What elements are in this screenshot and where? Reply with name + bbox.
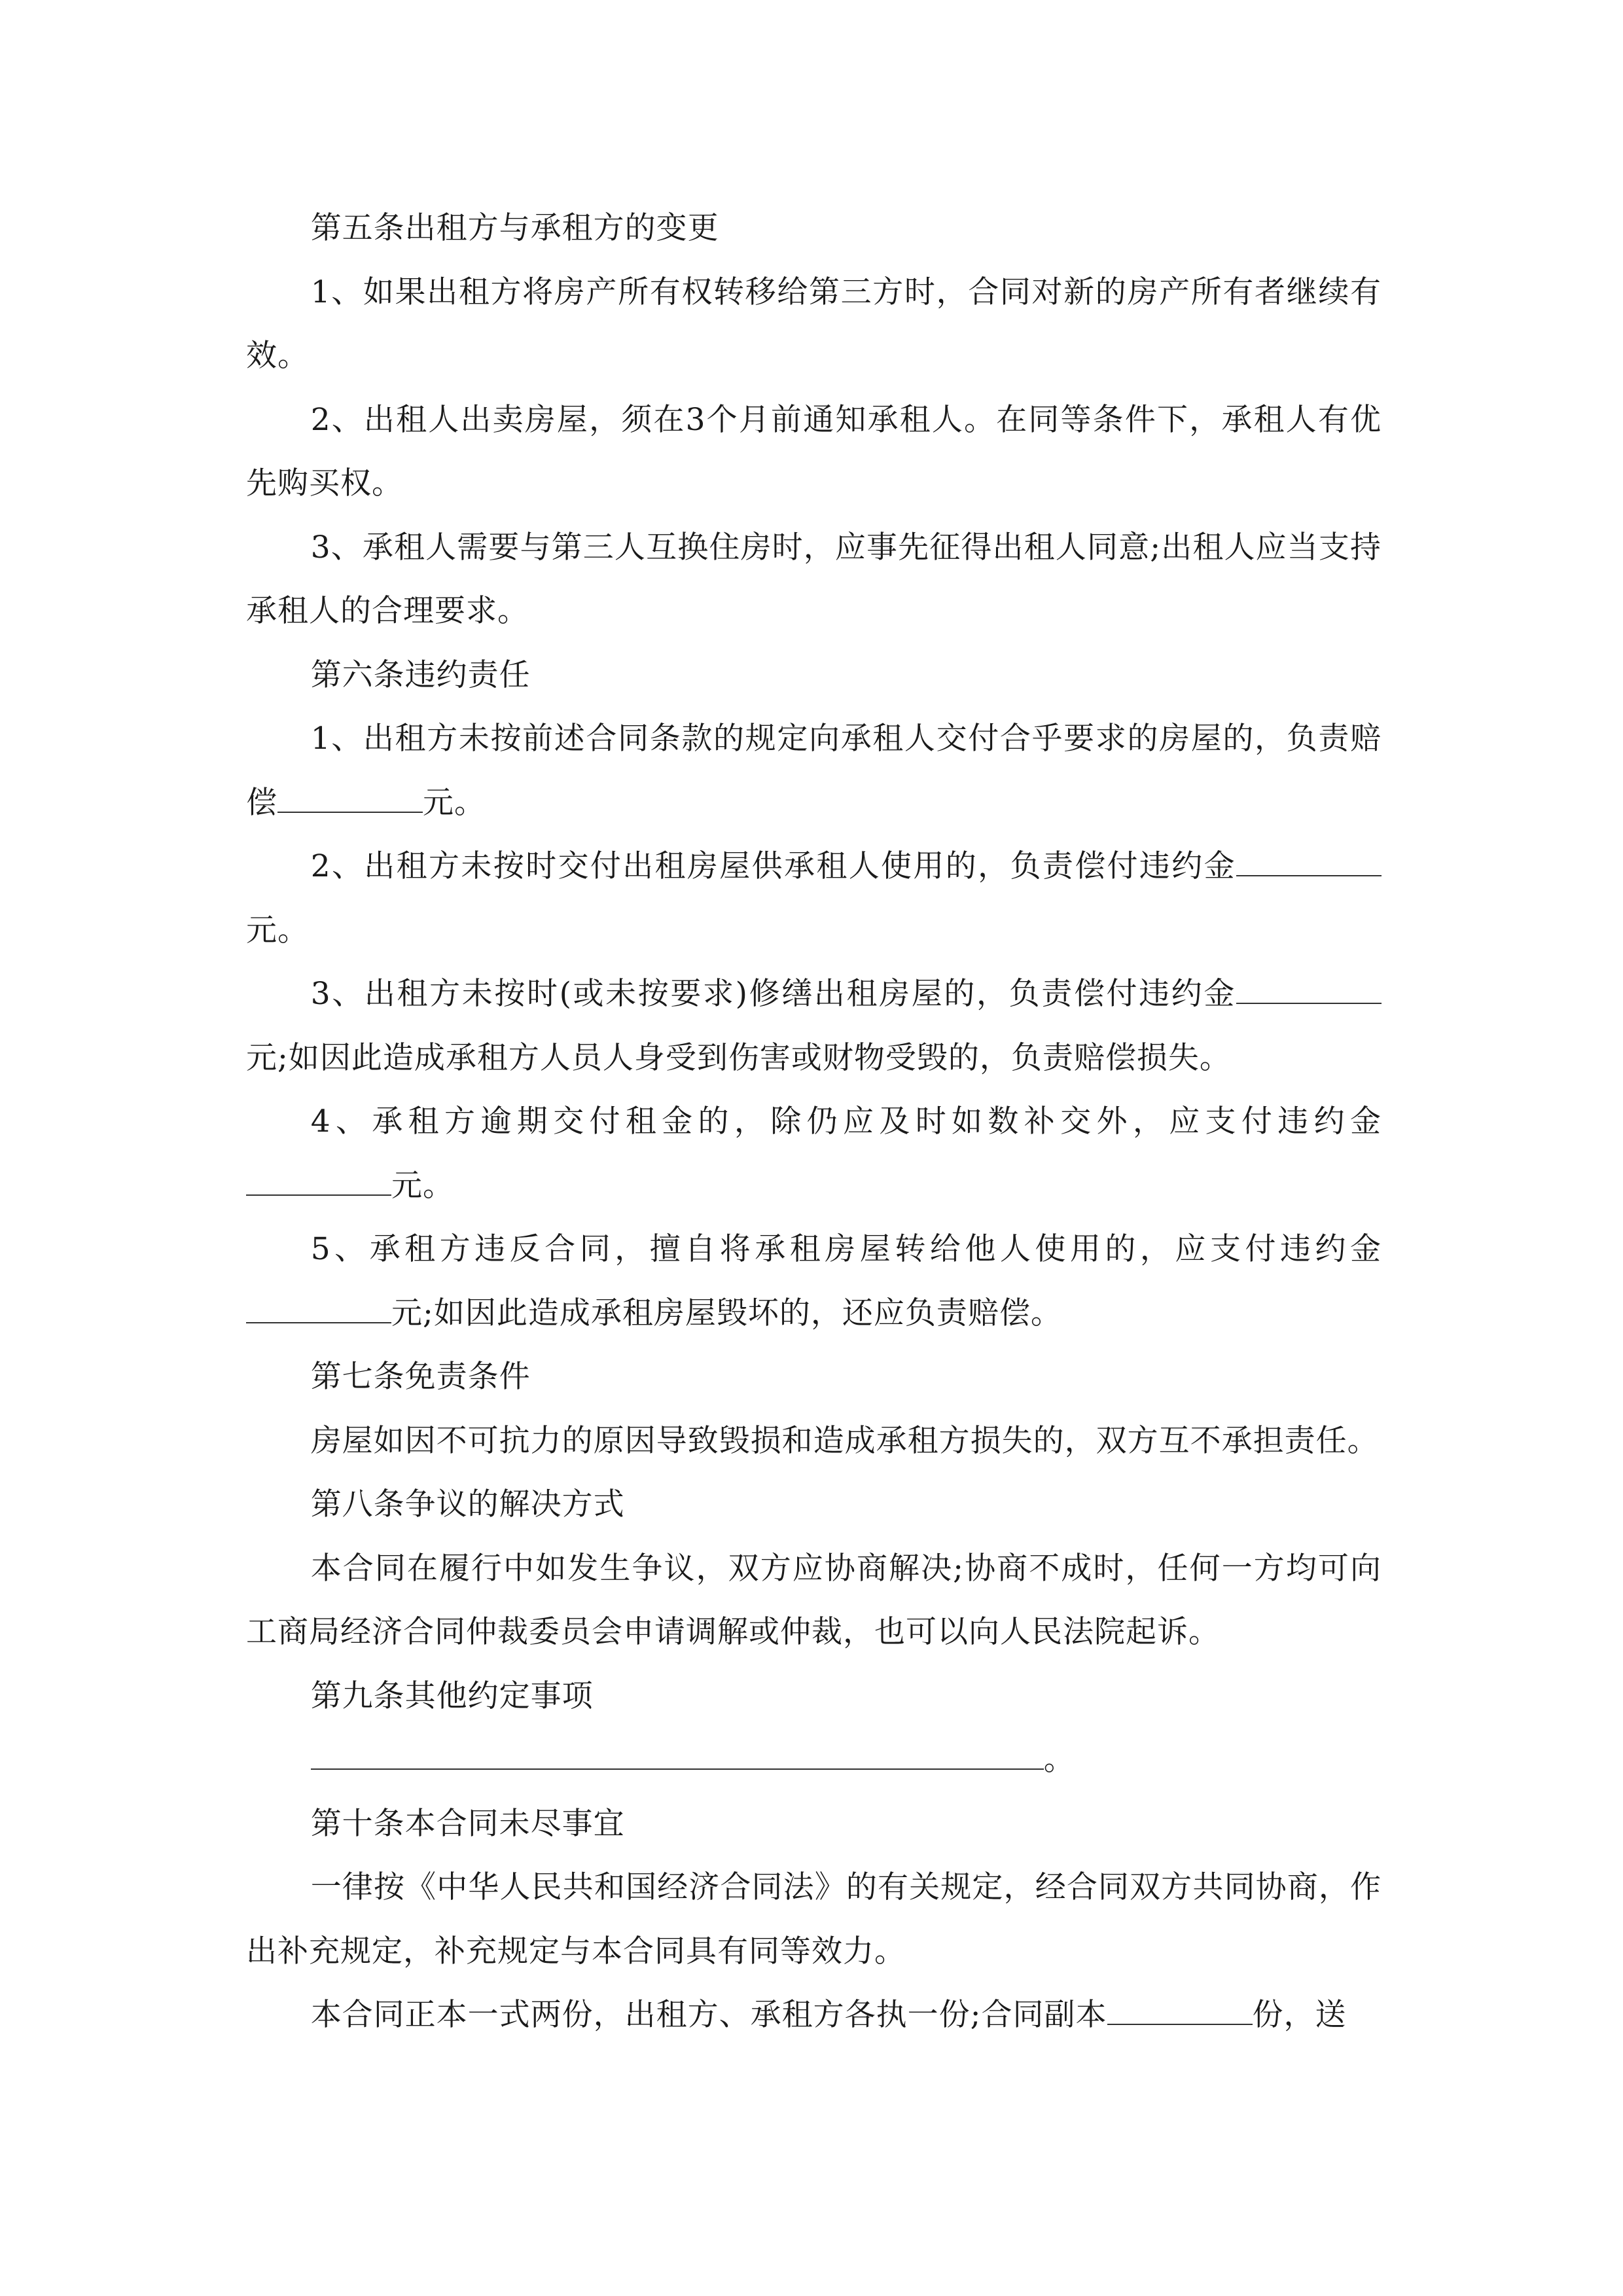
article-6-title: 第六条违约责任	[310, 656, 531, 693]
article-7-title: 第七条免责条件	[310, 1359, 531, 1395]
fill-in-blank-long	[311, 1739, 1044, 1770]
fill-in-blank	[1107, 1994, 1253, 2025]
article-5-clause-3: 3、承租人需要与第三人互换住房时，应事先征得出租人同意;出租人应当支持承租人的合理要求。	[246, 529, 1382, 629]
article-6-clause-2: 2、出租方未按时交付出租房屋供承租人使用的，负责偿付违约金元。	[246, 834, 1382, 962]
article-6-clause-4: 4、承租方逾期交付租金的，除仍应及时如数补交外，应支付违约金元。	[246, 1090, 1382, 1217]
fill-in-blank	[1236, 846, 1382, 876]
fill-in-blank	[246, 1293, 391, 1323]
article-9-title: 第九条其他约定事项	[310, 1677, 594, 1714]
copies-clause: 本合同正本一式两份，出租方、承租方各执一份;合同副本 份，送	[246, 1983, 1382, 2047]
article-9-fill-line: 。	[246, 1728, 1382, 1792]
article-8-title: 第八条争议的解决方式	[310, 1486, 625, 1522]
article-10-body: 一律按《中华人民共和国经济合同法》的有关规定，经合同双方共同协商，作出补充规定，补充规定与本合同具有同等效力。	[246, 1869, 1382, 1969]
article-10-title: 第十条本合同未尽事宜	[310, 1805, 625, 1842]
article-6-clause-5: 5、承租方违反合同，擅自将承租房屋转给他人使用的，应支付违约金元;如因此造成承租房屋毁坏的，还应负责赔偿。	[246, 1217, 1382, 1345]
fill-in-blank	[277, 782, 423, 813]
fill-in-blank	[1236, 973, 1382, 1004]
article-6-clause-3: 3、出租方未按时(或未按要求)修缮出租房屋的，负责偿付违约金元;如因此造成承租方人员人身受到伤害或财物受毁的，负责赔偿损失。	[246, 962, 1382, 1090]
article-5-title: 第五条出租方与承租方的变更	[310, 210, 719, 246]
article-5-clause-1: 1、如果出租方将房产所有权转移给第三方时，合同对新的房产所有者继续有效。	[246, 274, 1382, 374]
article-8-body: 本合同在履行中如发生争议，双方应协商解决;协商不成时，任何一方均可向工商局经济合同仲裁委员会申请调解或仲裁，也可以向人民法院起诉。	[246, 1550, 1382, 1650]
document-body	[246, 196, 1382, 2047]
article-5-clause-2: 2、出租人出卖房屋，须在3个月前通知承租人。在同等条件下，承租人有优先购买权。	[246, 401, 1382, 501]
article-6-clause-1: 1、出租方未按前述合同条款的规定向承租人交付合乎要求的房屋的，负责赔偿 元。	[246, 721, 1382, 821]
article-7-body: 房屋如因不可抗力的原因导致毁损和造成承租方损失的，双方互不承担责任。	[310, 1422, 1379, 1459]
fill-in-blank	[246, 1165, 391, 1196]
